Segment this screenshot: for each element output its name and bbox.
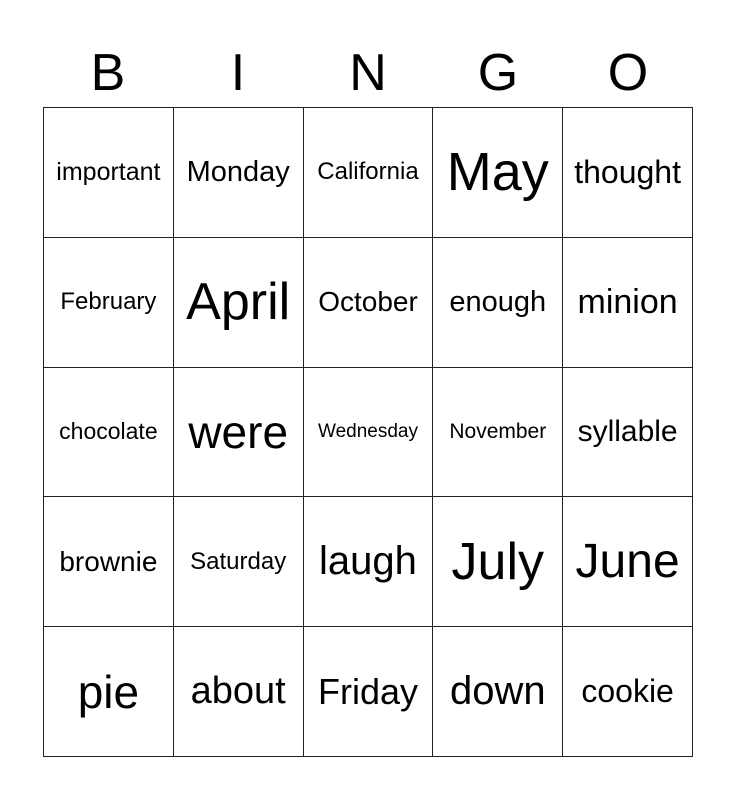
bingo-cell[interactable]: cookie bbox=[563, 627, 693, 757]
bingo-cell[interactable]: syllable bbox=[563, 368, 693, 498]
bingo-card-grid bbox=[43, 107, 693, 757]
bingo-cell[interactable]: June bbox=[563, 497, 693, 627]
bingo-cell[interactable]: Wednesday bbox=[304, 368, 434, 498]
bingo-cell[interactable]: brownie bbox=[44, 497, 174, 627]
bingo-cell[interactable]: April bbox=[174, 238, 304, 368]
header-letter-o: O bbox=[607, 44, 649, 102]
bingo-cell[interactable]: pie bbox=[44, 627, 174, 757]
bingo-cell[interactable]: chocolate bbox=[44, 368, 174, 498]
bingo-cell[interactable]: July bbox=[433, 497, 563, 627]
bingo-header bbox=[43, 40, 693, 106]
bingo-cell[interactable]: Monday bbox=[174, 108, 304, 238]
bingo-cell[interactable]: February bbox=[44, 238, 174, 368]
header-letter-n: N bbox=[349, 44, 387, 102]
header-letter-b: B bbox=[90, 44, 126, 102]
bingo-cell[interactable]: enough bbox=[433, 238, 563, 368]
header-letter-g: G bbox=[477, 44, 519, 102]
bingo-cell[interactable]: Friday bbox=[304, 627, 434, 757]
bingo-cell[interactable]: November bbox=[433, 368, 563, 498]
bingo-cell[interactable]: laugh bbox=[304, 497, 434, 627]
bingo-cell[interactable]: important bbox=[44, 108, 174, 238]
bingo-cell[interactable]: were bbox=[174, 368, 304, 498]
bingo-cell[interactable]: October bbox=[304, 238, 434, 368]
header-letter-i: I bbox=[230, 44, 246, 102]
bingo-cell[interactable]: May bbox=[433, 108, 563, 238]
bingo-cell[interactable]: about bbox=[174, 627, 304, 757]
bingo-cell[interactable]: Saturday bbox=[174, 497, 304, 627]
bingo-cell[interactable]: California bbox=[304, 108, 434, 238]
bingo-cell[interactable]: thought bbox=[563, 108, 693, 238]
bingo-cell[interactable]: minion bbox=[563, 238, 693, 368]
bingo-cell[interactable]: down bbox=[433, 627, 563, 757]
